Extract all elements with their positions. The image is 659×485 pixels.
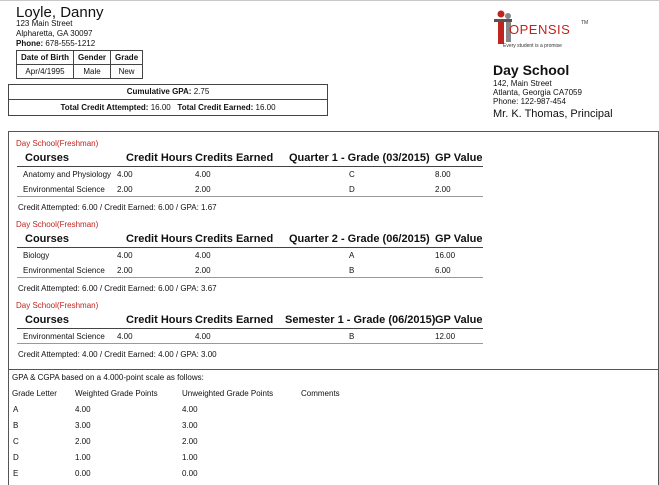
school-phone: Phone: 122-987-454 [493, 97, 566, 106]
total-attempted-value: 16.00 [150, 103, 171, 112]
table-row-credits-earned: 4.00 [195, 251, 211, 260]
header-credit-hours: Credit Hours [126, 314, 193, 326]
cumulative-gpa [9, 85, 327, 100]
table-row-gp-value: 16.00 [435, 251, 456, 260]
header-gp-value: GP Value [435, 314, 483, 326]
table-row-course: Environmental Science [23, 332, 105, 341]
scale-row-weighted: 2.00 [75, 437, 91, 446]
scale-row-letter: E [13, 469, 19, 478]
scale-row-unweighted: 0.00 [182, 469, 198, 478]
scale-row-letter: D [13, 453, 19, 462]
table-row-credit-hours: 2.00 [117, 266, 133, 275]
logo-tm: TM [581, 20, 589, 26]
info-header-gender: Gender [74, 51, 111, 65]
section-title: Day School(Freshman) [16, 301, 99, 310]
total-earned-label: Total Credit Earned: [177, 103, 254, 112]
cumulative-gpa-label: Cumulative GPA: [126, 87, 192, 96]
header-courses: Courses [25, 314, 70, 326]
header-divider [17, 247, 483, 248]
school-address-line2: Atlanta, Georgia CA7059 [493, 88, 582, 97]
scale-row-letter: C [13, 437, 19, 446]
header-gp-value: GP Value [435, 152, 483, 164]
logo-tagline: Every student is a promise [503, 43, 562, 49]
scale-row-unweighted: 3.00 [182, 421, 198, 430]
gpa-summary-box [8, 84, 328, 116]
phone-label: Phone: [16, 39, 44, 48]
school-principal: Mr. K. Thomas, Principal [493, 108, 613, 120]
section-summary: Credit Attempted: 6.00 / Credit Earned: 6.00 / GPA: 3.67 [18, 284, 217, 293]
student-info-table [16, 50, 143, 79]
gpa-scale-box [8, 369, 659, 485]
scale-row-weighted: 3.00 [75, 421, 91, 430]
table-row-credits-earned: 2.00 [195, 185, 211, 194]
info-header-grade: Grade [111, 51, 143, 65]
scale-row-weighted: 4.00 [75, 405, 91, 414]
table-row-course: Anatomy and Physiology [23, 170, 112, 179]
header-divider [17, 166, 483, 167]
table-row-credits-earned: 2.00 [195, 266, 211, 275]
student-address-line1: 123 Main Street [16, 19, 73, 28]
school-name: Day School [493, 62, 570, 78]
info-value-grade: New [111, 65, 143, 79]
header-courses: Courses [25, 152, 70, 164]
scale-header-unweighted: Unweighted Grade Points [182, 389, 274, 398]
header-credit-hours: Credit Hours [126, 152, 193, 164]
table-row-gp-value: 8.00 [435, 170, 451, 179]
scale-row-letter: A [13, 405, 19, 414]
student-address-line2: Alpharetta, GA 30097 [16, 29, 93, 38]
table-row-grade: D [349, 185, 355, 194]
top-border [0, 0, 659, 1]
section-summary: Credit Attempted: 6.00 / Credit Earned: 6.00 / GPA: 1.67 [18, 203, 217, 212]
header-credits-earned: Credits Earned [195, 152, 274, 164]
transcript-box [8, 131, 659, 370]
table-row-grade: A [349, 251, 355, 260]
table-row-gp-value: 6.00 [435, 266, 451, 275]
scale-row-unweighted: 4.00 [182, 405, 198, 414]
table-row-credit-hours: 4.00 [117, 170, 133, 179]
table-row-grade: B [349, 266, 355, 275]
scale-row-weighted: 0.00 [75, 469, 91, 478]
opensis-logo [493, 10, 603, 52]
table-row-course: Environmental Science [23, 266, 105, 275]
total-credits [9, 100, 327, 115]
row-divider [17, 277, 483, 278]
table-row-credits-earned: 4.00 [195, 332, 211, 341]
info-header-dob: Date of Birth [17, 51, 74, 65]
section-title: Day School(Freshman) [16, 220, 99, 229]
phone-value: 678-555-1212 [45, 39, 96, 48]
student-phone [16, 39, 95, 49]
table-row-grade: C [349, 170, 355, 179]
table-row-course: Environmental Science [23, 185, 105, 194]
header-grade-period: Quarter 1 - Grade (03/2015) [289, 152, 430, 164]
table-row-credit-hours: 2.00 [117, 185, 133, 194]
info-value-gender: Male [74, 65, 111, 79]
header-credits-earned: Credits Earned [195, 314, 274, 326]
header-divider [17, 328, 483, 329]
school-address-line1: 142, Main Street [493, 79, 552, 88]
section-title: Day School(Freshman) [16, 139, 99, 148]
table-row-credits-earned: 4.00 [195, 170, 211, 179]
table-row-credit-hours: 4.00 [117, 332, 133, 341]
row-divider [17, 196, 483, 197]
scale-row-unweighted: 2.00 [182, 437, 198, 446]
scale-header-comments: Comments [301, 389, 340, 398]
student-name: Loyle, Danny [16, 4, 104, 21]
table-row-gp-value: 12.00 [435, 332, 456, 341]
section-summary: Credit Attempted: 4.00 / Credit Earned: 4.00 / GPA: 3.00 [18, 350, 217, 359]
logo-text: OPENSIS [509, 22, 571, 37]
header-credits-earned: Credits Earned [195, 233, 274, 245]
total-earned-value: 16.00 [255, 103, 276, 112]
total-attempted-label: Total Credit Attempted: [60, 103, 149, 112]
table-row-credit-hours: 4.00 [117, 251, 133, 260]
header-gp-value: GP Value [435, 233, 483, 245]
header-grade-period: Semester 1 - Grade (06/2015) [285, 314, 436, 326]
scale-header-grade-letter: Grade Letter [12, 389, 57, 398]
scale-row-unweighted: 1.00 [182, 453, 198, 462]
header-credit-hours: Credit Hours [126, 233, 193, 245]
header-courses: Courses [25, 233, 70, 245]
table-row-course: Biology [23, 251, 50, 260]
scale-row-weighted: 1.00 [75, 453, 91, 462]
gpa-scale-title: GPA & CGPA based on a 4.000-point scale as follows: [12, 373, 204, 382]
header-grade-period: Quarter 2 - Grade (06/2015) [289, 233, 430, 245]
info-value-dob: Apr/4/1995 [17, 65, 74, 79]
cumulative-gpa-value: 2.75 [193, 87, 210, 96]
row-divider [17, 343, 483, 344]
scale-header-weighted: Weighted Grade Points [75, 389, 158, 398]
table-row-grade: B [349, 332, 355, 341]
table-row-gp-value: 2.00 [435, 185, 451, 194]
scale-row-letter: B [13, 421, 19, 430]
